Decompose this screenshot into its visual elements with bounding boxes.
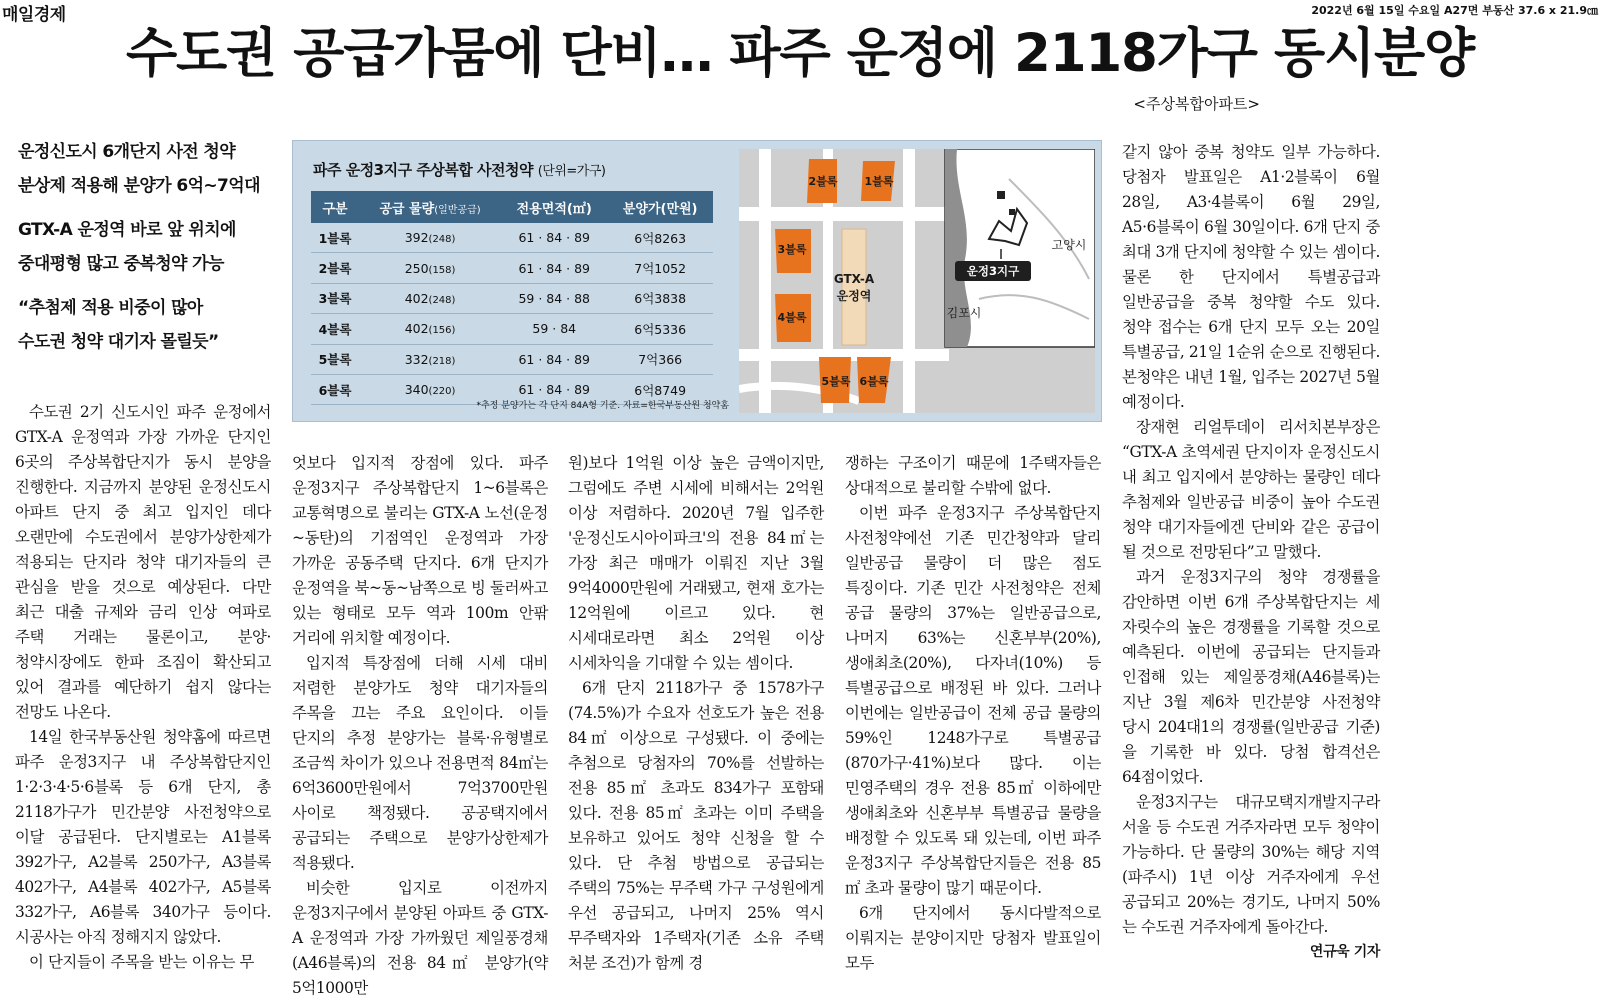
map-label-station-name: 운정역 [836,289,872,303]
row-price: 6억8749 [607,374,713,404]
row-block: 1블록 [311,223,359,253]
map-label-district: 운정3지구 [966,264,1020,278]
dateline: 2022년 6월 15일 수요일 A27면 부동산 37.6 x 21.9㎝ [1311,4,1598,17]
row-area: 61 · 84 · 89 [501,344,607,374]
infographic-source-note: *추정 분양가는 각 단지 84A형 기준. 자료=한국부동산원 청약홈 [476,401,729,411]
row-supply-value: 332 [404,351,429,367]
subhead-2: 분상제 적용해 분양가 6억~7억대 [18,176,260,196]
row-block: 3블록 [311,283,359,313]
map-label-goyang: 고양시 [1051,238,1087,252]
paragraph: 6개 단지 2118가구 중 1578가구(74.5%)가 수요자 선호도가 높은 전용 84㎡ 이상으로 구성됐다. 이 중에는 추첨으로 당첨자의 70%를 선발하는 전용 85㎡ 초과도 834가구 포함돼 있다. 전용 85㎡ 초과는 이미 주택을 보유하고 있어도 청약 신청을 할 수 있다. 단 추첨 방법으로 공급되는 주택의 75%는 무주택 가구 구성원에게 우선 공급되고, 나머지 25% 역시 무주택자와 1주택자(기존 소유 주택 처분 조건)가 함께 경 [568,679,824,972]
subhead-5: “추첨제 적용 비중이 많아 [18,298,203,318]
row-supply-value: 402 [404,290,429,306]
row-block: 4블록 [311,314,359,344]
row-area: 61 · 84 · 89 [501,223,607,253]
table-row [311,314,713,344]
row-general-value: (220) [428,386,456,398]
map-label-block4: 4블록 [777,311,807,324]
row-price: 7억366 [607,344,713,374]
paragraph: 엇보다 입지적 장점에 있다. 파주 운정3지구 주상복합단지 1~6블록은 교통혁명으로 불리는 GTX-A 노선(운정~동탄)의 기점역인 운정역과 가장 가까운 공동주택 단지다. 6개 단지가 운정역을 북~동~남쪽으로 빙 둘러싸고 있는 형태로 모두 역과 100m 안팎 거리에 위치할 예정이다. [292,454,548,647]
row-supply [359,223,501,253]
map-label-block6: 6블록 [859,375,889,388]
section-tag: <주상복합아파트> [1133,95,1260,113]
site-map [739,149,1095,413]
row-area: 61 · 84 · 89 [501,374,607,404]
row-area: 59 · 84 · 88 [501,283,607,313]
header-price: 분양가(만원) [607,191,713,223]
article-column-4 [845,451,1101,976]
header-supply [359,191,501,223]
infographic-unit: (단위=가구) [537,164,606,179]
row-supply [359,283,501,313]
row-supply [359,253,501,283]
masthead-name: 매일경제 [2,5,66,25]
inset-marker [1009,209,1015,215]
subhead-3: GTX-A 운정역 바로 앞 위치에 [18,220,236,240]
infographic-title-text: 파주 운정3지구 주상복합 사전청약 [313,161,533,179]
row-price: 7억1052 [607,253,713,283]
row-price: 6억5336 [607,314,713,344]
row-general-value: (158) [428,264,456,276]
header-area: 전용면적(㎡) [501,191,607,223]
map-label-block3: 3블록 [777,243,807,256]
row-supply-value: 402 [404,321,429,337]
subheads [18,135,280,359]
byline: 연규욱 기자 [1309,944,1380,960]
paragraph: 수도권 2기 신도시인 파주 운정에서 GTX-A 운정역과 가장 가까운 단지인 6곳의 주상복합단지가 동시 분양을 진행한다. 지금까지 분양된 운정신도시 아파트 단지 중 최고 입지인 데다 오랜만에 수도권에서 분양가상한제가 적용되는 단지라 청약 대기자들의 큰 관심을 받을 것으로 예상된다. 다만 최근 대출 규제와 금리 인상 여파로 주택 거래는 물론이고, 분양·청약시장에도 한파 조짐이 확산되고 있어 결과를 예단하기 쉽지 않다는 전망도 나온다. [15,403,271,721]
row-supply-value: 250 [404,260,429,276]
paragraph: 과거 운정3지구의 청약 경쟁률을 감안하면 이번 6개 주상복합단지는 세 자릿수의 높은 경쟁률을 기록할 것으로 예측된다. 이번에 공급되는 단지들과 인접해 있는 제일풍경채(A46블록)는 지난 3월 제6차 민간분양 사전청약 당시 204대1의 경쟁률(일반공급 기준)을 기록한 바 있다. 당첨 합격선은 64점이었다. [1122,568,1380,786]
row-general-value: (248) [428,234,456,246]
row-area: 61 · 84 · 89 [501,253,607,283]
table-row [311,223,713,253]
table-row [311,344,713,374]
paragraph: 원)보다 1억원 이상 높은 금액이지만, 그럼에도 주변 시세에 비해서는 2억원 이상 저렴하다. 2020년 7월 입주한 '운정신도시아이파크'의 전용 84㎡는 가장 최근 매매가 이뤄진 지난 3월 9억4000만원에 거래됐고, 현재 호가는 12억원에 이르고 있다. 현 시세대로라면 최소 2억원 이상 시세차익을 기대할 수 있는 셈이다. [568,454,824,672]
infographic [292,140,1102,422]
map-label-block5: 5블록 [821,375,851,388]
paragraph: 입지적 특장점에 더해 시세 대비 저렴한 분양가도 청약 대기자들의 주목을 끄는 주요 요인이다. 이들 단지의 추정 분양가는 블록·유형별로 조금씩 차이가 있으나 전용면적 84㎡는 6억3600만원에서 7억3700만원 사이로 책정됐다. 공공택지에서 공급되는 주택으로 분양가상한제가 적용됐다. [292,654,548,872]
article-column-2 [292,451,548,1001]
row-area: 59 · 84 [501,314,607,344]
row-price: 6억8263 [607,223,713,253]
row-general-value: (156) [428,325,456,337]
row-supply [359,314,501,344]
subhead-4: 중대평형 많고 중복청약 가능 [18,254,224,274]
subhead-1: 운정신도시 6개단지 사전 청약 [18,142,236,162]
map-label-block2: 2블록 [808,175,838,188]
row-block: 2블록 [311,253,359,283]
paragraph: 비슷한 입지로 이전까지 운정3지구에서 분양된 아파트 중 GTX-A 운정역과 가장 가까웠던 제일풍경채(A46블록)의 전용 84㎡ 분양가(약 5억1000만 [292,879,548,997]
row-supply-value: 392 [404,230,429,246]
map-label-block1: 1블록 [864,175,894,188]
article-column-3 [568,451,824,976]
article-column-1 [15,400,271,975]
paragraph: 같지 않아 중복 청약도 일부 가능하다. 당첨자 발표일은 A1·2블록이 6월 28일, A3·4블록이 6월 29일, A5·6블록이 6월 30일이다. 6개 단지 중 최대 3개 단지에 청약할 수 있는 셈이다. 물론 한 단지에서 특별공급과 일반공급을 중복 청약할 수도 있다. 청약 접수는 6개 단지 모두 오는 20일 특별공급, 21일 1순위 순으로 진행된다. 본청약은 내년 1월, 입주는 2027년 5월 예정이다. [1122,143,1380,411]
header-general-label: (일반공급) [434,204,481,216]
paragraph: 6개 단지에서 동시다발적으로 이뤄지는 분양이지만 당첨자 발표일이 모두 [845,904,1101,972]
supply-table [311,191,713,405]
row-general-value: (218) [428,355,456,367]
row-supply-value: 340 [404,382,429,398]
header-supply-label: 공급 물량 [379,201,435,217]
paragraph: 쟁하는 구조이기 때문에 1주택자들은 상대적으로 불리할 수밖에 없다. [845,454,1101,497]
row-block: 6블록 [311,374,359,404]
infographic-title [313,159,605,180]
row-supply [359,344,501,374]
table-row [311,283,713,313]
paragraph: 운정3지구는 대규모택지개발지구라 서울 등 수도권 거주자라면 모두 청약이 가능하다. 단 물량의 30%는 해당 지역(파주시) 1년 이상 거주자에게 우선 공급되고 20%는 경기도, 나머지 50%는 수도권 거주자에게 돌아간다. [1122,793,1380,936]
subhead-6: 수도권 청약 대기자 몰릴듯” [18,332,219,352]
header-block: 구분 [311,191,359,223]
map-road [759,149,771,413]
table-header-row [311,191,713,223]
station-platform [842,229,866,345]
row-block: 5블록 [311,344,359,374]
article-column-5 [1122,140,1380,965]
table-row [311,253,713,283]
inset-marker [997,191,1005,199]
paragraph: 이 단지들이 주목을 받는 이유는 무 [29,953,255,971]
map-label-gimpo: 김포시 [946,306,982,320]
site-map-svg [739,149,1095,413]
row-price: 6억3838 [607,283,713,313]
paragraph: 14일 한국부동산원 청약홈에 따르면 파주 운정3지구 내 주상복합단지인 1·2·3·4·5·6블록 등 6개 단지, 총 2118가구가 민간분양 사전청약으로 이달 공급된다. 단지별로는 A1블록 392가구, A2블록 250가구, A3블록 402가구, A4블록 402가구, A5블록 332가구, A6블록 340가구 등이다. 시공사는 아직 정해지지 않았다. [15,728,271,946]
paragraph: 장재현 리얼투데이 리서치본부장은 “GTX-A 초역세권 단지이자 운정신도시 내 최고 입지에서 분양하는 물량인 데다 추첨제와 일반공급 비중이 높아 수도권 청약 대기자들에겐 단비와 같은 공급이 될 것으로 전망된다”고 말했다. [1122,418,1380,561]
map-road [903,149,915,413]
paragraph: 이번 파주 운정3지구 주상복합단지 사전청약에선 기존 민간청약과 달리 일반공급 물량이 더 많은 점도 특징이다. 기존 민간 사전청약은 전체 공급 물량의 37%는 일반공급으로, 나머지 63%는 신혼부부(20%), 생애최초(20%), 다자녀(10%) 등 특별공급으로 배정된 바 있다. 그러나 이번에는 일반공급이 전체 공급 물량의 59%인 1248가구로 특별공급(870가구·41%)보다 많다. 이는 민영주택의 경우 전용 85㎡ 이하에만 생애최초와 신혼부부 특별공급 물량을 배정할 수 있도록 돼 있는데, 이번 파주 운정3지구 주상복합단지들은 전용 85㎡ 초과 물량이 많기 때문이다. [845,504,1101,897]
row-general-value: (248) [428,294,456,306]
headline: 수도권 공급가뭄에 단비… 파주 운정에 2118가구 동시분양 [126,23,1474,84]
map-label-station-line: GTX-A [833,272,875,286]
